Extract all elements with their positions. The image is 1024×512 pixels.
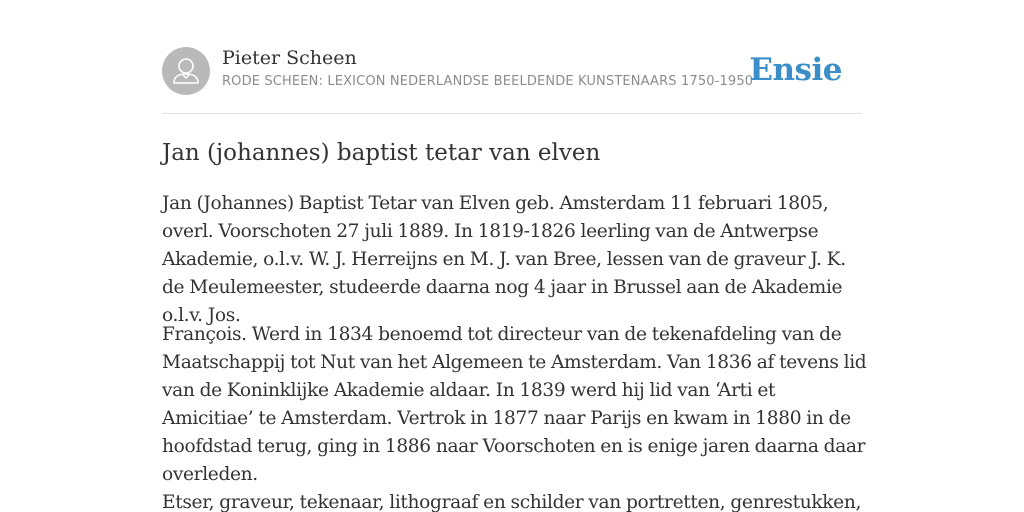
author-avatar[interactable] bbox=[162, 47, 210, 95]
ensie-logo[interactable]: Ensie bbox=[749, 52, 842, 88]
article-paragraph: François. Werd in 1834 benoemd tot directeur van de tekenafdeling van de Maatschappij tot Nut van het Algemeen te Amsterdam. Van 1836 af tevens lid van de Koninklijke Akademie aldaar. In 1839 werd hij lid van ‘Arti et Amicitiae’ te Amsterdam. Vertrok in 1877 naar Parijs en kwam in 1880 in de hoofdstad terug, ging in 1886 naar Voorschoten en is enige jaren daarna daar overleden. bbox=[162, 324, 867, 485]
article-paragraph: Etser, graveur, tekenaar, lithograaf en schilder van portretten, genrestukken, bbox=[162, 492, 862, 512]
source-title[interactable]: RODE SCHEEN: LEXICON NEDERLANDSE BEELDENDE KUNSTENAARS 1750-1950 bbox=[222, 74, 754, 89]
article-header bbox=[162, 46, 862, 96]
article-paragraph: Jan (Johannes) Baptist Tetar van Elven geb. Amsterdam 11 februari 1805, overl. Voorschoten 27 juli 1889. In 1819-1826 leerling van de Antwerpse Akademie, o.l.v. W. J. Herreijns en M. J. van Bree, lessen van de graveur J. K. de Meulemeester, studeerde daarna nog 4 jaar in Brussel aan de Akademie o.l.v. Jos. bbox=[162, 193, 846, 326]
author-name[interactable]: Pieter Scheen bbox=[222, 47, 357, 69]
user-silhouette-icon bbox=[162, 47, 210, 95]
article-title: Jan (johannes) baptist tetar van elven bbox=[162, 140, 601, 166]
header-divider bbox=[162, 113, 862, 114]
